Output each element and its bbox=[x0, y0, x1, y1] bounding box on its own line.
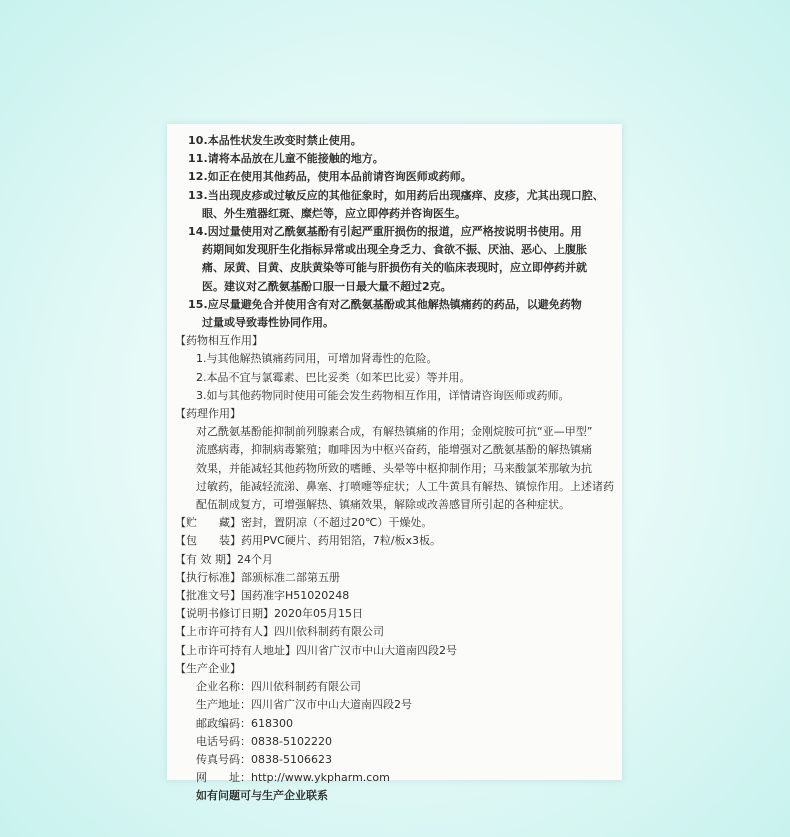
manufacturer-row-website: 网 址：http://www.ykpharm.com bbox=[196, 771, 390, 785]
interaction-heading: 【药物相互作用】 bbox=[175, 334, 263, 348]
manufacturer-footer: 如有问题可与生产企业联系 bbox=[196, 789, 328, 803]
pharmacology-text: 过敏药，能减轻流涕、鼻塞、打喷嚏等症状；人工牛黄具有解热、镇惊作用。上述诸药 bbox=[196, 479, 614, 493]
field-license-holder: 【上市许可持有人】四川依科制药有限公司 bbox=[175, 625, 384, 639]
manufacturer-row-address: 生产地址：四川省广汉市中山大道南四段2号 bbox=[196, 698, 412, 712]
warning-14-cont-3: 医。建议对乙酰氨基酚口服一日最大量不超过2克。 bbox=[202, 279, 452, 293]
pharmacology-heading: 【药理作用】 bbox=[175, 407, 241, 421]
manufacturer-row-fax: 传真号码：0838-5106623 bbox=[196, 752, 332, 766]
field-package: 【包 装】药用PVC硬片、药用铝箔，7粒/板x3板。 bbox=[175, 534, 442, 548]
warning-15: 15.应尽量避免合并使用含有对乙酰氨基酚或其他解热镇痛药的药品，以避免药物 bbox=[188, 297, 582, 311]
field-storage: 【贮 藏】密封，置阴凉（不超过20℃）干燥处。 bbox=[175, 516, 433, 530]
warning-13-cont: 眼、外生殖器红斑、糜烂等，应立即停药并咨询医生。 bbox=[202, 206, 466, 220]
warning-14: 14.因过量使用对乙酰氨基酚有引起严重肝损伤的报道，应严格按说明书使用。用 bbox=[188, 225, 582, 239]
interaction-item: 1.与其他解热镇痛药同用，可增加肾毒性的危险。 bbox=[196, 352, 438, 366]
leaflet-content bbox=[175, 132, 620, 806]
pharmacology-text: 对乙酰氨基酚能抑制前列腺素合成，有解热镇痛的作用；金刚烷胺可抗“亚—甲型” bbox=[196, 425, 593, 439]
website-link[interactable]: http://www.ykpharm.com bbox=[251, 771, 390, 785]
manufacturer-heading: 【生产企业】 bbox=[175, 661, 241, 675]
warning-14-cont-2: 痛、尿黄、目黄、皮肤黄染等可能与肝损伤有关的临床表现时，应立即停药并就 bbox=[202, 261, 587, 275]
manufacturer-row-phone: 电话号码：0838-5102220 bbox=[196, 734, 332, 748]
pharmacology-text: 流感病毒，抑制病毒繁殖；咖啡因为中枢兴奋药，能增强对乙酰氨基酚的解热镇痛 bbox=[196, 443, 592, 457]
pharmacology-text: 配伍制成复方，可增强解热、镇痛效果，解除或改善感冒所引起的各种症状。 bbox=[196, 498, 570, 512]
interaction-item: 3.如与其他药物同时使用可能会发生药物相互作用，详情请咨询医师或药师。 bbox=[196, 388, 570, 402]
manufacturer-row-postcode: 邮政编码：618300 bbox=[196, 716, 293, 730]
manufacturer-row-name: 企业名称：四川依科制药有限公司 bbox=[196, 680, 361, 694]
warning-10: 10.本品性状发生改变时禁止使用。 bbox=[188, 134, 362, 147]
warning-14-cont-1: 药期间如发现肝生化指标异常或出现全身乏力、食欲不振、厌油、恶心、上腹胀 bbox=[202, 243, 587, 257]
field-standard: 【执行标准】部颁标准二部第五册 bbox=[175, 570, 340, 584]
interaction-item: 2.本品不宜与氯霉素、巴比妥类（如苯巴比妥）等并用。 bbox=[196, 370, 471, 384]
field-license-holder-address: 【上市许可持有人地址】四川省广汉市中山大道南四段2号 bbox=[175, 643, 457, 657]
pharmacology-text: 效果，并能减轻其他药物所致的嗜睡、头晕等中枢抑制作用；马来酸氯苯那敏为抗 bbox=[196, 461, 592, 475]
warning-15-cont: 过量或导致毒性协同作用。 bbox=[202, 316, 334, 330]
field-revision-date: 【说明书修订日期】2020年05月15日 bbox=[175, 607, 363, 621]
leaflet-page bbox=[167, 124, 622, 803]
warning-13: 13.当出现皮疹或过敏反应的其他征象时，如用药后出现瘙痒、皮疹，尤其出现口腔、 bbox=[188, 188, 604, 202]
warning-12: 12.如正在使用其他药品，使用本品前请咨询医师或药师。 bbox=[188, 170, 472, 184]
warning-11: 11.请将本品放在儿童不能接触的地方。 bbox=[188, 152, 384, 166]
field-shelf-life: 【有 效 期】24个月 bbox=[175, 552, 273, 566]
field-approval-number: 【批准文号】国药准字H51020248 bbox=[175, 589, 350, 603]
